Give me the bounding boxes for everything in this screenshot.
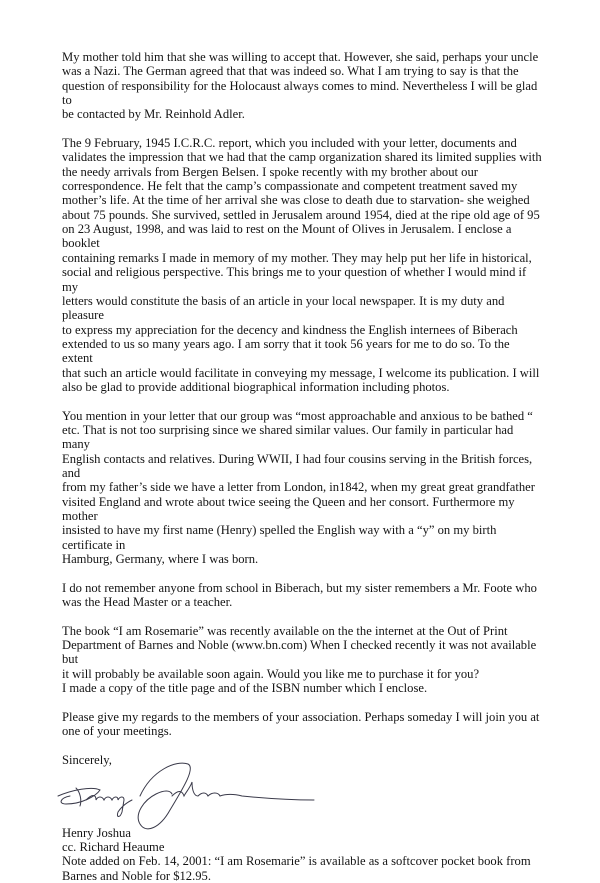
closing-salutation: Sincerely, [62,752,112,767]
signer-name: Henry Joshua [62,825,131,840]
paragraph-uncle-nazi: My mother told him that she was willing to accept that. However, she said, perhaps your uncle was a Nazi. The German agreed that that was indeed so. What I am trying to say is that the question of responsibility for the Holocaust always comes to mind. Nevertheless I will be glad to be contacted by Mr. Reinhold Adler. [62,50,539,122]
letter-page [62,50,542,883]
paragraph-icrc-report: The 9 February, 1945 I.C.R.C. report, which you included with your letter, documents and validates the impression that we had that the camp organization shared its limited supplies with the needy arrivals from Bergen Belsen. I spoke recently with my brother about our correspondence. He felt that the camp’s compassionate and competent treatment saved my mother’s life. At the time of her arrival she was close to death due to starvation- she weighed about 75 pounds. She survived, settled in Jerusalem around 1954, died at the ripe old age of 95 on 23 August, 1998, and was laid to rest on the Mount of Olives in Jerusalem. I enclose a booklet containing remarks I made in memory of my mother. They may help put her life in historical, social and religious perspective. This brings me to your question of whether I would mind if my letters would constitute the basis of an article in your local newspaper. It is my duty and pleasure to express my appreciation for the decency and kindness the English internees of Biberach extended to us so many years ago. I am sorry that it took 56 years for me to do so. To the extent that such an article would facilitate in conveying my message, I welcome its publication. I will also be glad to provide additional biographical information including photos. [62,136,542,394]
paragraph-book-rosemarie: The book “I am Rosemarie” was recently available on the the internet at the Out of Print Department of Barnes and Noble (www.bn.com) When I checked recently it was not available but it will probably be available soon again. Would you like me to purchase it for you? I made a copy of the title page and of the ISBN number which I enclose. [62,623,537,696]
cc-line: cc. Richard Heaume [62,839,165,854]
postscript-note: Note added on Feb. 14, 2001: “I am Rosemarie” is available as a softcover pocket book from Barnes and Noble for $12.95. [62,854,531,883]
paragraph-school-biberach: I do not remember anyone from school in Biberach, but my sister remembers a Mr. Foote who was the Head Master or a teacher. [62,580,537,610]
paragraph-english-contacts: You mention in your letter that our group was “most approachable and anxious to be bathed “ etc. That is not too surprising since we shared similar values. Our family in particular had many English contacts and relatives. During WWII, I had four cousins serving in the British forces, and from my father’s side we have a letter from London, in1842, when my great great grandfather visited England and wrote about twice seeing the Queen and her consort. Furthermore my mother insisted to have my first name (Henry) spelled the English way with a “y” on my birth certificate in Hamburg, Germany, where I was born. [62,408,535,567]
handwritten-signature-icon [52,760,332,840]
paragraph-regards: Please give my regards to the members of your association. Perhaps someday I will join you at one of your meetings. [62,709,540,739]
signature [62,782,542,820]
